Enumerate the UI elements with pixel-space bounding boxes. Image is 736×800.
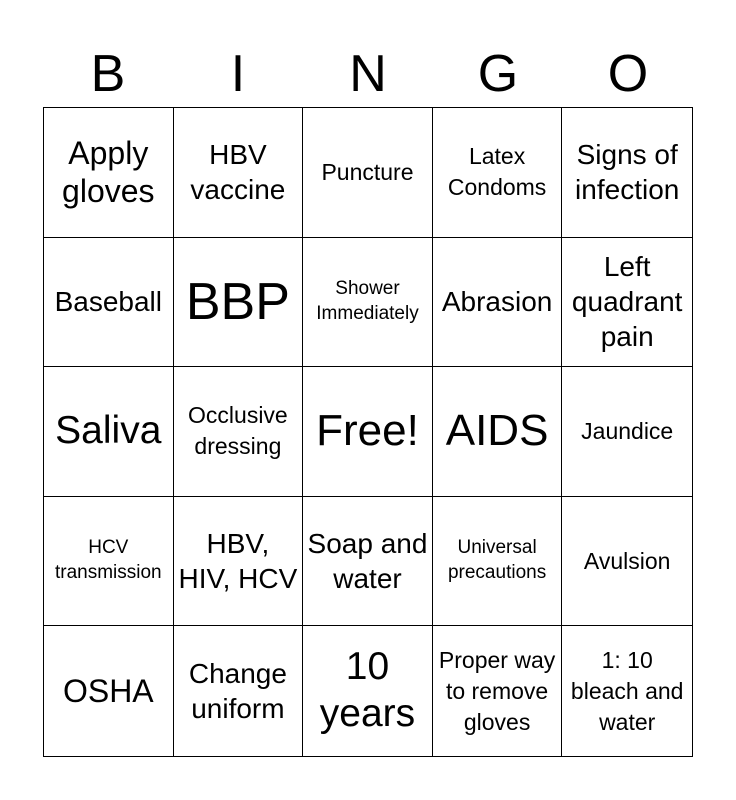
bingo-cell[interactable] <box>303 238 433 368</box>
bingo-cell[interactable] <box>44 238 174 368</box>
bingo-board <box>43 107 693 757</box>
cell-label: Latex Condoms <box>447 143 547 201</box>
cell-label: Left quadrant pain <box>571 251 683 353</box>
bingo-cell[interactable] <box>174 497 304 627</box>
bingo-cell[interactable] <box>44 367 174 497</box>
bingo-cell[interactable] <box>562 626 692 756</box>
cell-label: Shower Immediately <box>316 278 419 324</box>
cell-label: HBV, HIV, HCV <box>178 528 298 595</box>
cell-label: 1: 10 bleach and water <box>570 646 684 735</box>
bingo-cell[interactable] <box>44 497 174 627</box>
header-letter-b: B <box>90 45 126 103</box>
bingo-cell[interactable] <box>433 626 563 756</box>
cell-label: HBV vaccine <box>190 139 286 206</box>
header-letter-o: O <box>607 45 649 103</box>
cell-label: Apply gloves <box>62 134 155 210</box>
cell-label: Signs of infection <box>575 139 680 206</box>
cell-label: Avulsion <box>583 547 671 574</box>
bingo-cell[interactable] <box>303 108 433 238</box>
bingo-cell[interactable] <box>433 497 563 627</box>
header-letter-g: G <box>477 45 519 103</box>
bingo-cell[interactable] <box>562 108 692 238</box>
cell-label: OSHA <box>62 673 154 709</box>
bingo-cell[interactable] <box>44 108 174 238</box>
bingo-cell[interactable] <box>562 497 692 627</box>
cell-label: Abrasion <box>441 286 553 318</box>
cell-label: HCV transmission <box>54 537 162 584</box>
bingo-cell[interactable] <box>433 367 563 497</box>
cell-label: Soap and water <box>307 528 428 595</box>
bingo-cell[interactable] <box>174 108 304 238</box>
cell-label: Universal precautions <box>447 537 547 584</box>
cell-label: BBP <box>185 272 290 331</box>
bingo-cell[interactable] <box>174 367 304 497</box>
bingo-cell[interactable] <box>562 367 692 497</box>
cell-label: Proper way to remove gloves <box>438 646 556 735</box>
bingo-cell[interactable] <box>433 108 563 238</box>
bingo-cell[interactable] <box>562 238 692 368</box>
bingo-header <box>43 40 693 108</box>
free-space-cell[interactable] <box>303 367 433 497</box>
bingo-cell[interactable] <box>303 497 433 627</box>
bingo-cell[interactable] <box>433 238 563 368</box>
header-letter-i: I <box>230 45 246 103</box>
cell-label: Saliva <box>55 409 162 453</box>
header-letter-n: N <box>349 45 387 103</box>
bingo-cell[interactable] <box>44 626 174 756</box>
cell-label: Baseball <box>54 286 162 318</box>
cell-label: Jaundice <box>581 417 674 444</box>
cell-label: Occlusive dressing <box>188 402 288 460</box>
cell-label: 10 years <box>319 645 416 736</box>
cell-label: Free! <box>316 406 419 456</box>
bingo-cell[interactable] <box>303 626 433 756</box>
cell-label: AIDS <box>445 406 549 456</box>
bingo-cell[interactable] <box>174 626 304 756</box>
cell-label: Puncture <box>321 158 414 185</box>
bingo-cell[interactable] <box>174 238 304 368</box>
cell-label: Change uniform <box>188 658 287 725</box>
